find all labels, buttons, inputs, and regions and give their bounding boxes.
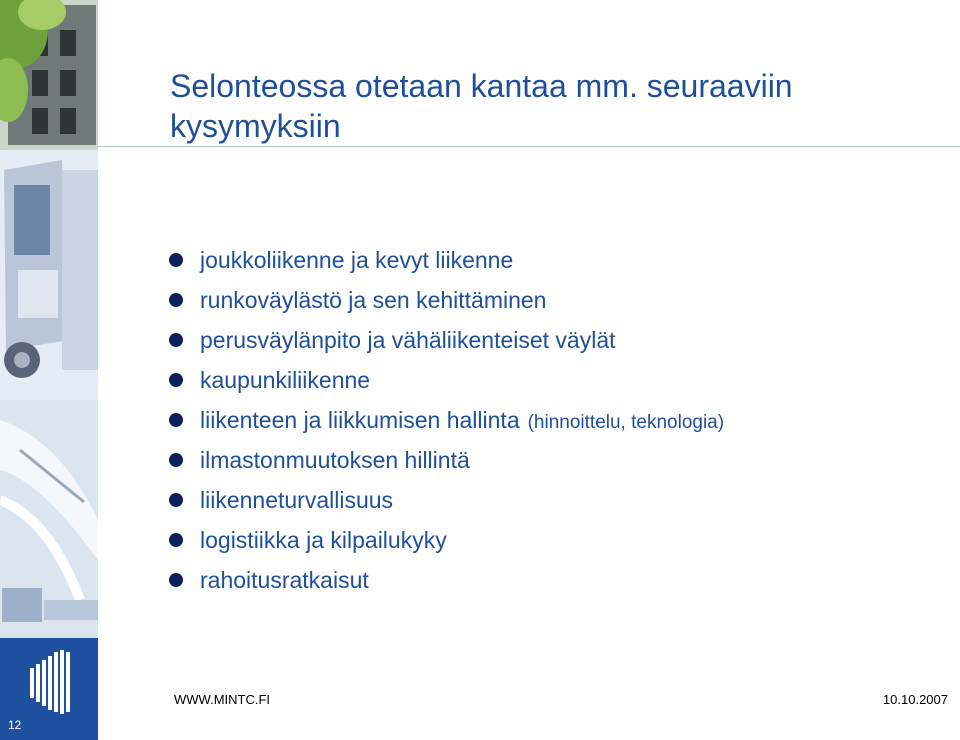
round-bullet-icon [169,253,183,267]
topic-label: joukkoliikenne ja kevyt liikenne [200,247,514,273]
round-bullet-icon [169,293,183,307]
list-item [166,480,724,520]
list-item [166,360,724,400]
round-bullet-icon [169,373,183,387]
round-bullet-icon [169,573,183,587]
topic-label: runkoväylästö ja sen kehittäminen [200,287,547,313]
topic-label: liikenteen ja liikkumisen hallinta [200,407,520,433]
list-item [166,400,724,440]
topic-label: logistiikka ja kilpailukyky [200,527,447,553]
topic-label: liikenneturvallisuus [200,487,394,513]
topic-label: rahoitusratkaisut [200,567,369,593]
footer-date: 10.10.2007 [882,692,948,707]
round-bullet-icon [169,453,183,467]
round-bullet-icon [169,533,183,547]
slide-number: 12 [8,718,22,732]
topic-label: ilmastonmuutoksen hillintä [200,447,470,473]
topic-label: perusväylänpito ja vähäliikenteiset väylät [200,327,616,353]
photo-collage [0,0,98,638]
list-item [166,440,724,480]
list-item [166,520,724,560]
footer-url: WWW.MINTC.FI [174,692,271,707]
round-bullet-icon [169,493,183,507]
sidebar-photo-strip [0,0,98,740]
title-divider [98,146,960,147]
list-item [166,240,724,280]
topic-list [166,240,724,600]
round-bullet-icon [169,413,183,427]
slide-title: Selonteossa otetaan kantaa mm. seuraaviin kysymyksiin [170,68,793,144]
list-item [166,280,724,320]
topic-label: kaupunkiliikenne [200,367,371,393]
round-bullet-icon [169,333,183,347]
list-item [166,320,724,360]
ministry-logo-block [0,638,98,740]
list-item [166,560,724,600]
topic-note: (hinnoittelu, teknologia) [527,412,725,433]
